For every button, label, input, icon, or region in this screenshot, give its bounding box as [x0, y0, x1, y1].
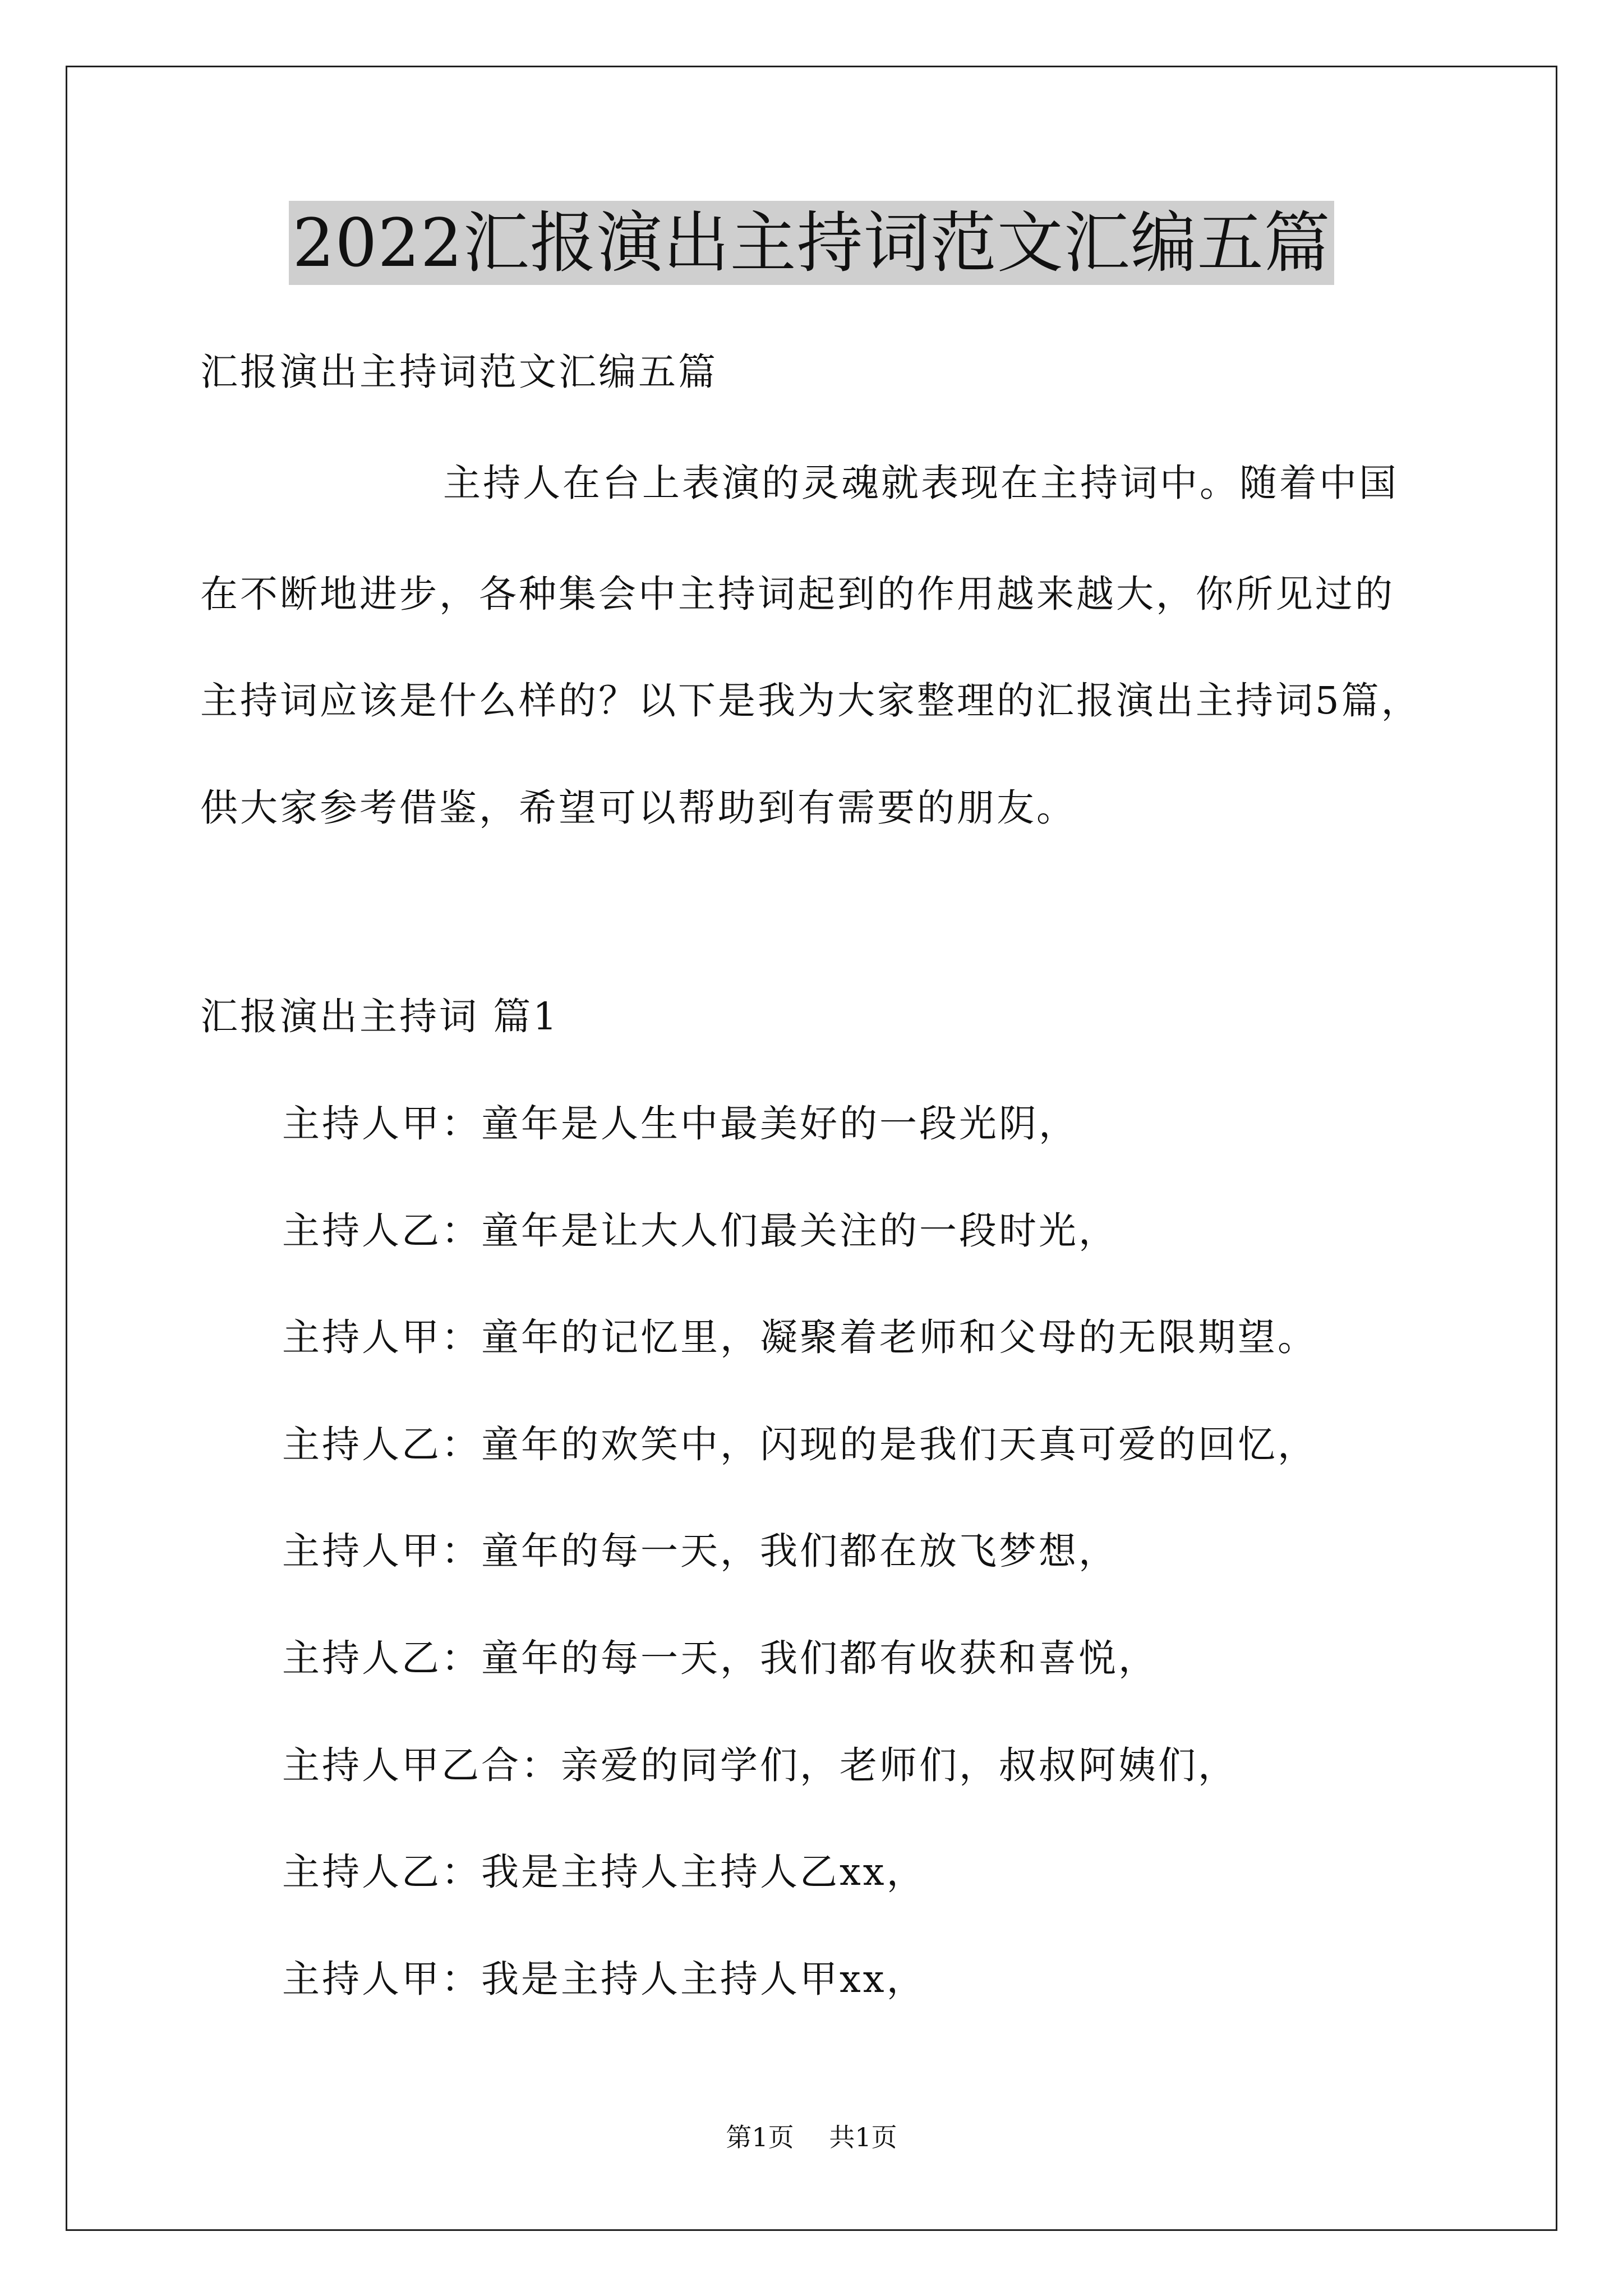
dialog-line: 主持人甲：童年的记忆里，凝聚着老师和父母的无限期望。 [282, 1315, 1317, 1359]
page-total: 共1页 [829, 2122, 897, 2152]
dialog-line: 主持人乙：我是主持人主持人乙xx， [282, 1850, 926, 1894]
page-number: 第1页 [726, 2122, 794, 2152]
document-subtitle: 汇报演出主持词范文汇编五篇 [200, 350, 718, 394]
intro-line: 在不断地进步，各种集会中主持词起到的作用越来越大，你所见过的 [200, 572, 1395, 616]
dialog-line: 主持人乙：童年是让大人们最关注的一段时光， [282, 1209, 1118, 1253]
dialog-line: 主持人甲：童年的每一天，我们都在放飞梦想， [282, 1529, 1118, 1573]
section-heading: 汇报演出主持词 篇1 [200, 995, 559, 1038]
dialog-line: 主持人甲乙合：亲爱的同学们，老师们，叔叔阿姨们， [282, 1743, 1238, 1787]
intro-line: 主持词应该是什么样的？以下是我为大家整理的汇报演出主持词5篇， [200, 679, 1421, 723]
page-footer [0, 2120, 1623, 2154]
intro-line: 主持人在台上表演的灵魂就表现在主持词中。随着中国 [443, 461, 1399, 505]
dialog-line: 主持人乙：童年的每一天，我们都有收获和喜悦， [282, 1636, 1158, 1680]
document-title: 2022汇报演出主持词范文汇编五篇 [289, 201, 1334, 285]
dialog-line: 主持人甲：我是主持人主持人甲xx， [282, 1957, 926, 2001]
title-container [0, 201, 1623, 285]
dialog-line: 主持人乙：童年的欢笑中，闪现的是我们天真可爱的回忆， [282, 1423, 1317, 1466]
dialog-line: 主持人甲：童年是人生中最美好的一段光阴， [282, 1102, 1078, 1145]
intro-line: 供大家参考借鉴，希望可以帮助到有需要的朋友。 [200, 786, 1076, 830]
